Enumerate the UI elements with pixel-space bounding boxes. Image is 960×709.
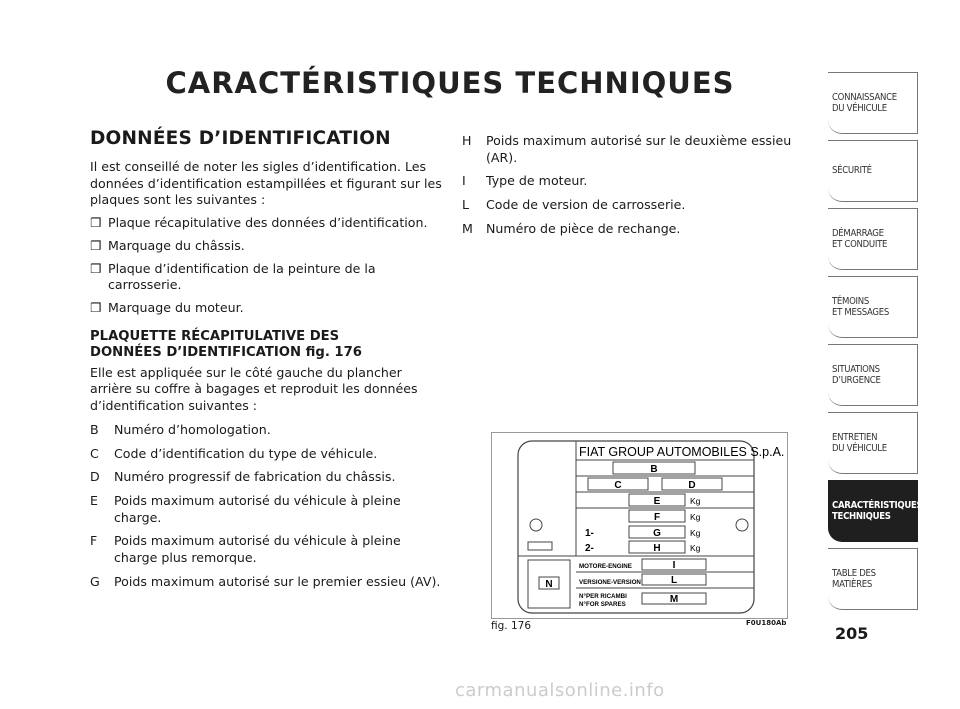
ricambi-label-1: N°PER RICAMBI xyxy=(579,593,627,600)
definition-key: H xyxy=(462,133,472,148)
definition-item xyxy=(90,574,445,591)
definition-key: F xyxy=(90,533,98,549)
checkbox-bullet-icon: ❒ xyxy=(90,300,102,316)
plate-title: FIAT GROUP AUTOMOBILES S.p.A. xyxy=(579,445,785,459)
definition-item xyxy=(90,422,445,439)
definition-key: C xyxy=(90,445,99,461)
tab-line1: SÉCURITÉ xyxy=(832,165,872,177)
sub-heading-line2: DONNÉES D’IDENTIFICATION fig. 176 xyxy=(90,344,362,360)
letter-l: L xyxy=(670,575,678,586)
tab-line2: DU VÉHICULE xyxy=(832,443,887,454)
tab-line2: TECHNIQUES xyxy=(832,511,891,522)
definition-text: Poids maximum autorisé du véhicule à pleine charge plus remorque. xyxy=(114,533,401,566)
sub-heading-line1: PLAQUETTE RÉCAPITULATIVE DES xyxy=(90,328,340,344)
definition-key: D xyxy=(90,469,100,485)
letter-h: H xyxy=(653,543,661,554)
letter-b: B xyxy=(650,464,658,475)
definition-item xyxy=(462,133,822,166)
sidebar-tab-caracteristiques[interactable] xyxy=(828,480,923,542)
section-heading: DONNÉES D’IDENTIFICATION xyxy=(90,128,391,149)
definition-text: Poids maximum autorisé du véhicule à pleine charge. xyxy=(114,492,401,525)
kg-label: Kg xyxy=(690,528,701,538)
bullet-text: Marquage du châssis. xyxy=(108,237,245,253)
sidebar-tab-connaissance[interactable] xyxy=(828,72,918,134)
bullet-item xyxy=(90,261,445,294)
sub-heading xyxy=(90,329,445,361)
definition-key: M xyxy=(462,220,473,236)
kg-label: Kg xyxy=(690,512,701,522)
definition-item xyxy=(90,533,445,566)
tab-line1: TÉMOINS xyxy=(832,295,869,307)
bullet-text: Plaque récapitulative des données d’identification. xyxy=(108,215,428,231)
axle-row-2: 2- xyxy=(585,543,594,554)
sidebar-tab-temoins[interactable] xyxy=(828,276,918,338)
letter-n: N xyxy=(545,579,553,590)
definition-item xyxy=(462,197,822,214)
sidebar-tab-entretien[interactable] xyxy=(828,412,918,474)
rivet-hole-icon xyxy=(736,519,748,531)
definition-text: Poids maximum autorisé sur le premier essieu (AV). xyxy=(114,573,441,589)
sidebar-tab-demarrage[interactable] xyxy=(828,208,918,270)
left-column xyxy=(90,128,445,591)
letter-g: G xyxy=(653,528,661,539)
bullet-text: Marquage du moteur. xyxy=(108,300,244,316)
tab-line1: SITUATIONS xyxy=(832,363,880,375)
definition-text: Code de version de carrosserie. xyxy=(486,197,686,213)
tab-line1: CONNAISSANCE xyxy=(832,91,897,103)
right-column xyxy=(462,133,822,245)
ricambi-label-2: N°FOR SPARES xyxy=(579,601,626,608)
letter-i: I xyxy=(672,560,676,571)
chapter-sidebar xyxy=(828,72,923,616)
letter-c: C xyxy=(614,480,622,491)
tab-line1: DÉMARRAGE xyxy=(832,227,884,239)
watermark: carmanualsonline.info xyxy=(455,680,665,701)
letter-e: E xyxy=(653,496,661,507)
bullet-item xyxy=(90,238,445,255)
sidebar-tab-situations[interactable] xyxy=(828,344,918,406)
checkbox-bullet-icon: ❒ xyxy=(90,215,102,231)
definition-text: Poids maximum autorisé sur le deuxième essieu (AR). xyxy=(486,133,792,165)
definition-text: Numéro d’homologation. xyxy=(114,421,271,437)
tab-line1: ENTRETIEN xyxy=(832,431,878,443)
figure-code: F0U180Ab xyxy=(746,619,787,627)
bullet-text: Plaque d’identification de la peinture de la carrosserie. xyxy=(108,260,376,293)
definition-text: Numéro progressif de fabrication du châssis. xyxy=(114,469,396,485)
bullet-item xyxy=(90,300,445,317)
definition-item xyxy=(462,221,822,238)
tab-line2: MATIÈRES xyxy=(832,579,872,590)
rivet-hole-icon xyxy=(530,519,542,531)
plate-illustration xyxy=(492,433,787,618)
bullet-item xyxy=(90,215,445,232)
definition-item xyxy=(90,469,445,486)
tab-line2: DU VÉHICULE xyxy=(832,103,887,114)
kg-label: Kg xyxy=(690,543,701,553)
definition-key: B xyxy=(90,421,99,437)
intro-text: Il est conseillé de noter les sigles d’identification. Les données d’identification estampillées et figurant sur les plaques sont les suivantes : xyxy=(90,159,442,208)
page-title: CARACTÉRISTIQUES TECHNIQUES xyxy=(165,66,735,100)
kg-label: Kg xyxy=(690,496,701,506)
letter-f: F xyxy=(653,512,661,523)
blank-box xyxy=(528,542,552,550)
definition-item xyxy=(90,493,445,526)
tab-line1: TABLE DES xyxy=(832,567,876,579)
letter-m: M xyxy=(669,594,679,605)
sidebar-tab-table[interactable] xyxy=(828,548,918,610)
definition-item xyxy=(462,173,822,190)
checkbox-bullet-icon: ❒ xyxy=(90,260,102,276)
axle-row-1: 1- xyxy=(585,528,594,539)
page-number: 205 xyxy=(835,624,869,643)
definition-item xyxy=(90,446,445,463)
identification-plate-figure xyxy=(491,432,788,619)
tab-line2: ET MESSAGES xyxy=(832,307,889,318)
tab-line1: CARACTÉRISTIQUES xyxy=(832,499,923,511)
definition-text: Numéro de pièce de rechange. xyxy=(486,220,681,236)
checkbox-bullet-icon: ❒ xyxy=(90,237,102,253)
definition-key: L xyxy=(462,197,470,213)
versione-label: VERSIONE-VERSION xyxy=(579,579,641,586)
definition-key: G xyxy=(90,573,100,589)
definition-text: Type de moteur. xyxy=(486,173,588,189)
sidebar-tab-securite[interactable] xyxy=(828,140,918,202)
tab-line2: ET CONDUITE xyxy=(832,239,888,250)
definition-key: I xyxy=(462,173,466,189)
motore-label: MOTORE-ENGINE xyxy=(579,563,632,570)
figure-caption: fig. 176 xyxy=(491,620,531,632)
letter-d: D xyxy=(688,480,696,491)
sub-text: Elle est appliquée sur le côté gauche du plancher arrière su coffre à bagages et reproduit les données d’identification suivantes : xyxy=(90,364,418,414)
definition-text: Code d’identification du type de véhicule. xyxy=(114,445,378,461)
plate-outline xyxy=(518,441,754,613)
definition-key: E xyxy=(90,492,98,508)
tab-line2: D’URGENCE xyxy=(832,375,881,386)
